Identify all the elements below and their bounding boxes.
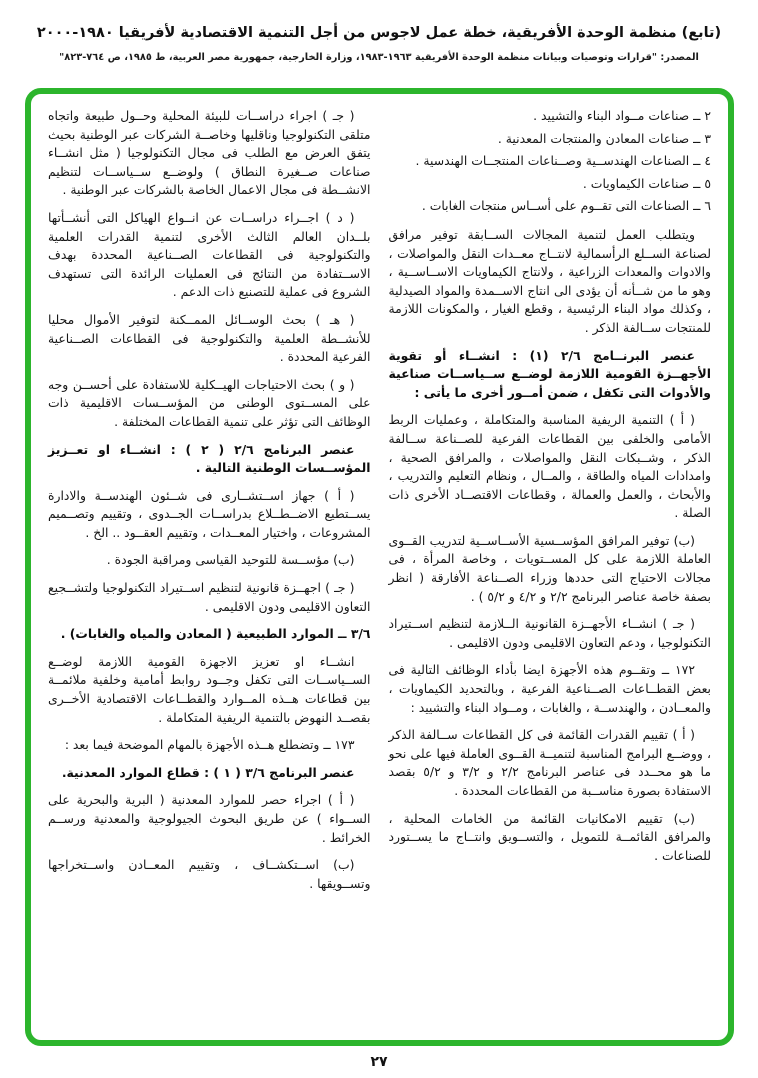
list-item: ٣ ــ صناعات المعادن والمنتجات المعدنية . [497,130,711,146]
paragraph-a3: ( أ ) اجراء حصر للموارد المعدنية ( البرية والبحرية على الســواء ) عن طريق البحوث الجيولوجية والمعدنية ورســم الخرائط . [48,792,371,845]
paragraph-b3: (ب) اســتكشــاف ، وتقييم المعــادن واســتخراجها وتســويقها . [48,857,371,891]
list-item: ٦ ــ الصناعات التى تقــوم على أســاس منتجات الغابات . [421,198,711,214]
paragraph-a: ( أ ) جهاز اســتشــارى فى شــئون الهندســة والادارة يســتطيع الاضــطــلاع بدراســات الجــدوى ، وتقييم وتصــميم المشروعات ، واختيار المعــدات ، وتقييم العقــود .. الخ . [48,487,371,540]
section-heading-631: عنصر البرنامج ٣/٦ ( ١ ) : قطاع الموارد المعدنية. [61,764,355,780]
paragraph-c: ( جـ ) اجهــزة قانونية لتنظيم اســتيراد التكنولوجيا ولتشــجيع التعاون الاقليمى ودون الاقليمى . [48,580,371,614]
paragraph-63: انشــاء او تعزيز الاجهزة القومية اللازمة لوضــع الســياســات التى تكفل وجــود روابط أمامية وخلفية ملائمــة بين قطاعات هــذه المــوارد والقطــاعات الاقتصادية الأخــرى بقصــد النهوض بالتنمية الريفية المتكاملة . [48,653,371,725]
list-item: ٥ ــ صناعات الكيماويات . [582,175,711,191]
right-column [389,107,712,1030]
list-item: ٤ ــ الصناعات الهندســية وصــناعات المنتجــات الهندسية . [415,153,711,169]
section-heading-621: عنصر البرنــامج ٢/٦ (١) : انشــاء أو تقوية الأجهــزة القومية اللازمة لوضــع ســياســات صناعية والأدوات التى تكفل ، ضمن أمــور أخرى ما يأتى : [388,347,711,400]
left-column [48,107,371,1030]
page-number: ٢٧ [370,1054,388,1070]
paragraph-c1: ( جـ ) اجراء دراســات للبيئة المحلية وحــول طبيعة واتجاه متلقى التكنولوجيا وناقليها وخاصــة الشركات عبر الوطنية بحيث يتفق العرض مع الطلب فى مجال التكنولوجيا ( مثل انشــاء صناعات صــغيرة النطاق ) ولوضــع ســياســات لتنظيم الانشــطة فى مجال الاعمال الخاصة بالشركات عبر الوطنية . [48,108,371,198]
paragraph-a2: ( أ ) تقييم القدرات القائمة فى كل القطاعات ســالفة الذكر ، ووضــع البرامج المناسبة لتنميــة القــوى العاملة فيها على نحو ما هو محــدد فى عناصر البرنامج ٢/٢ و ٣/٢ و ٥/٢ بقصد الاستفادة بصورة مناســبة من القطاعات المحددة . [388,727,711,798]
paragraph-h: ( هـ ) بحث الوســائل الممــكنة لتوفير الأموال محليا للأنشــطة العلمية والتكنولوجية فى القطاعات الصــناعية الفرعية المحددة . [48,311,371,365]
paragraph-w: ( و ) بحث الاحتياجات الهيــكلية للاستفادة على أحســن وجه على المســتوى الوطنى من المؤســسات الاقليمية ذات الوظائف التى تؤثر على تنمية القطاعات المختلفة . [48,376,371,429]
paragraph-b: (ب) توفير المرافق المؤســسية الأســاســية لتدريب القــوى العاملة اللازمة على كل المســتويات ، وخاصة المرأة ، فى مجالات الاحتياج التى حددها وزراء الصــناعة الأفارقة ( انظر بصفة خاصة عناصر البرنامج ٢/٢ و ٤/٢ و ٥/٢ ) . [388,532,711,604]
page-header [0,24,758,65]
paragraph-173: ١٧٣ ــ وتضطلع هــذه الأجهزة بالمهام الموضحة فيما بعد : [64,737,355,753]
paragraph-intro: ويتطلب العمل لتنمية المجالات الســابقة توفير مرافق لصناعة الســلع الرأسمالية لانتــاج معــدات النقل والمواصلات ، والادوات والمعدات الزراعية ، ولانتاج الكيماويات الاســاســية ، وهو ما من شــأنه أن يؤدى الى انتاج الاســمدة والمواد الصيدلية ، وكذلك مواد البناء الرئيسية ، وقطع الغيار ، والمكونات اللازمة للمنتجات ســالفة الذكر . [388,226,711,335]
paragraph-b2: (ب) تقييم الامكانيات القائمة من الخامات المحلية ، والمرافق القائمــة للتمويل ، والتســويق وانتــاج ما يســتورد للصناعات . [388,810,711,863]
paragraph-b: (ب) مؤســسة للتوحيد القياسى ومراقبة الجودة . [106,552,355,568]
paragraph-d: ( د ) اجــراء دراســات عن انــواع الهياكل التى أنشــأتها بلــدان العالم الثالث الأخرى لتنمية القدرات العلمية والتكنولوجية فى القطاعات الصــناعية المحددة بهدف الاســتفادة من النتائج فى العمليات الرائدة التى تستهدف الشروع فى عملية للتصنيع ذات الدعم . [48,209,371,300]
paragraph-a: ( أ ) التنمية الريفية المناسبة والمتكاملة ، وعمليات الربط الأمامى والخلفى بين القطاعات الفرعية للصــناعة ســالفة الذكر ، وشــبكات النقل والمواصلات ، والمرافق الصحية ، وامدادات المياه والطاقة ، والمــال ، ونظام التعليم والتدريب ، والأبحاث ، والعمل والعمالة ، وقطاعات الاقتصــاد الأخرى ذات الصلة . [388,412,711,521]
list-item: ٢ ــ صناعات مــواد البناء والتشييد . [533,108,711,123]
document-title: (تابع) منظمة الوحدة الأفريقية، خطة عمل لاجوس من أجل التنمية الاقتصادية لأفريقيا ١٩٨٠-٢٠٠٠ [36,25,722,41]
two-column-layout [48,107,711,1030]
section-heading-63: ٣/٦ ــ الموارد الطبيعية ( المعادن والمياه والغابات) . [60,626,371,642]
content-frame [25,88,734,1046]
source-citation: المصدر: "قرارات وتوصيات وبيانات منظمة الوحدة الأفريقية ١٩٦٣-١٩٨٣، وزارة الخارجية، جمهورية مصر العربية، ط ١٩٨٥، ص ٧٦٤-٨٢٣" [59,51,699,63]
paragraph-c: ( جـ ) انشــاء الأجهــزة القانونية الــلازمة لتنظيم اســتيراد التكنولوجيا ، ودعم التعاون الاقليمى ودون الاقليمى . [388,616,711,650]
section-heading-622: عنصر البرنامج ٢/٦ ( ٢ ) : انشــاء او تعــزيز المؤســسات الوطنية التالية . [48,441,371,476]
paragraph-172: ١٧٢ ــ وتقــوم هذه الأجهزة ايضا بأداء الوظائف التالية فى بعض القطــاعات الصــناعية الفرعية ، وبالتحديد الكيماويات ، والمعــادن ، والهندســة ، والغابات ، ومــواد البناء والتشييد : [388,662,711,715]
